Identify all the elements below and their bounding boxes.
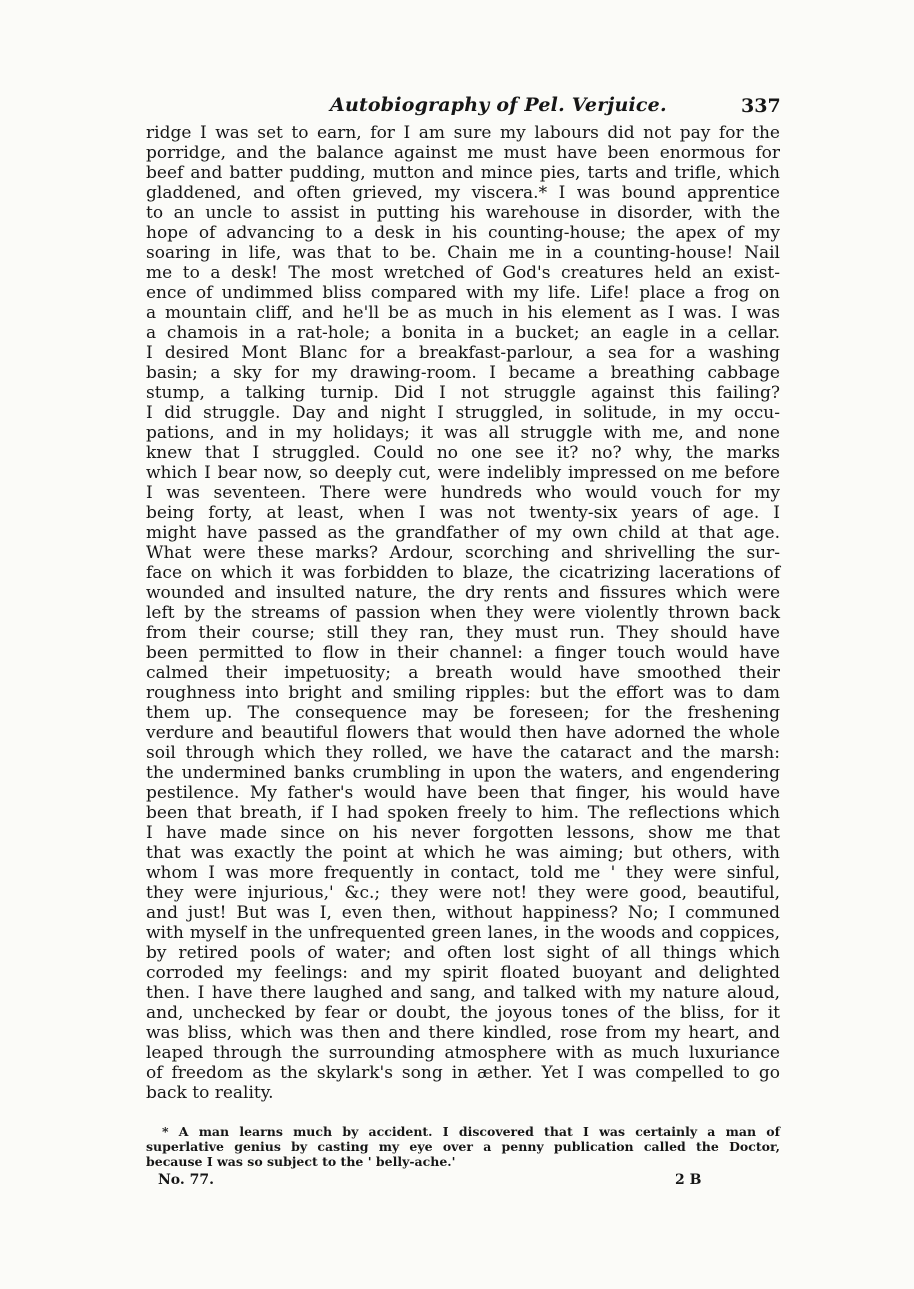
text-line: which I bear now, so deeply cut, were indelibly impressed on me before xyxy=(146,463,780,483)
text-line: knew that I struggled. Could no one see it? no? why, the marks xyxy=(146,443,780,463)
text-line: porridge, and the balance against me must have been enormous for xyxy=(146,143,780,163)
text-line: and just! But was I, even then, without happiness? No; I communed xyxy=(146,903,780,923)
text-line: soil through which they rolled, we have the cataract and the marsh: xyxy=(146,743,780,763)
text-line: been permitted to flow in their channel: a finger touch would have xyxy=(146,643,780,663)
running-title: Autobiography of Pel. Verjuice. xyxy=(330,94,667,116)
text-line: calmed their impetuosity; a breath would have smoothed their xyxy=(146,663,780,683)
text-line: might have passed as the grandfather of my own child at that age. xyxy=(146,523,780,543)
issue-number: No. 77. xyxy=(158,1172,214,1188)
text-line: ridge I was set to earn, for I am sure my labours did not pay for the xyxy=(146,123,780,143)
body-text xyxy=(146,123,780,1103)
text-line: being forty, at least, when I was not twenty-six years of age. I xyxy=(146,503,780,523)
text-line: basin; a sky for my drawing-room. I became a breathing cabbage xyxy=(146,363,780,383)
text-line: roughness into bright and smiling ripples: but the effort was to dam xyxy=(146,683,780,703)
text-line: I desired Mont Blanc for a breakfast-parlour, a sea for a washing xyxy=(146,343,780,363)
text-line: stump, a talking turnip. Did I not struggle against this failing? xyxy=(146,383,780,403)
text-line: the undermined banks crumbling in upon the waters, and engendering xyxy=(146,763,780,783)
signature-mark: 2 B xyxy=(675,1172,702,1188)
text-line: of freedom as the skylark's song in æther. Yet I was compelled to go xyxy=(146,1063,780,1083)
text-line: I was seventeen. There were hundreds who would vouch for my xyxy=(146,483,780,503)
signature-line xyxy=(146,1172,706,1190)
text-line: verdure and beautiful flowers that would then have adorned the whole xyxy=(146,723,780,743)
text-line: was bliss, which was then and there kindled, rose from my heart, and xyxy=(146,1023,780,1043)
text-line: pations, and in my holidays; it was all struggle with me, and none xyxy=(146,423,780,443)
text-line: left by the streams of passion when they were violently thrown back xyxy=(146,603,780,623)
text-line: that was exactly the point at which he was aiming; but others, with xyxy=(146,843,780,863)
text-line: beef and batter pudding, mutton and mince pies, tarts and trifle, which xyxy=(146,163,780,183)
running-header xyxy=(0,94,914,118)
footnote-line: superlative genius by casting my eye over a penny publication called the Doctor, xyxy=(146,1139,780,1154)
text-line: What were these marks? Ardour, scorching and shrivelling the sur- xyxy=(146,543,780,563)
text-line: leaped through the surrounding atmosphere with as much luxuriance xyxy=(146,1043,780,1063)
text-line: they were injurious,' &c.; they were not! they were good, beautiful, xyxy=(146,883,780,903)
text-line: been that breath, if I had spoken freely to him. The reflections which xyxy=(146,803,780,823)
text-line: back to reality. xyxy=(146,1083,274,1103)
text-line: and, unchecked by fear or doubt, the joyous tones of the bliss, for it xyxy=(146,1003,780,1023)
page-number: 337 xyxy=(741,95,781,117)
footnote xyxy=(146,1124,780,1169)
text-line: a mountain cliff, and he'll be as much in his element as I was. I was xyxy=(146,303,780,323)
text-line: wounded and insulted nature, the dry rents and fissures which were xyxy=(146,583,780,603)
text-line: them up. The consequence may be foreseen; for the freshening xyxy=(146,703,780,723)
text-line: by retired pools of water; and often lost sight of all things which xyxy=(146,943,780,963)
footnote-line: * A man learns much by accident. I discovered that I was certainly a man of xyxy=(162,1124,780,1139)
text-line: pestilence. My father's would have been that finger, his would have xyxy=(146,783,780,803)
text-line: hope of advancing to a desk in his counting-house; the apex of my xyxy=(146,223,780,243)
text-line: gladdened, and often grieved, my viscera.* I was bound apprentice xyxy=(146,183,780,203)
text-line: soaring in life, was that to be. Chain me in a counting-house! Nail xyxy=(146,243,780,263)
footnote-line: because I was so subject to the ' belly-ache.' xyxy=(146,1154,456,1169)
text-line: to an uncle to assist in putting his warehouse in disorder, with the xyxy=(146,203,780,223)
text-line: with myself in the unfrequented green lanes, in the woods and coppices, xyxy=(146,923,780,943)
text-line: me to a desk! The most wretched of God's creatures held an exist- xyxy=(146,263,780,283)
text-line: I did struggle. Day and night I struggled, in solitude, in my occu- xyxy=(146,403,780,423)
text-line: a chamois in a rat-hole; a bonita in a bucket; an eagle in a cellar. xyxy=(146,323,780,343)
text-line: I have made since on his never forgotten lessons, show me that xyxy=(146,823,780,843)
text-line: whom I was more frequently in contact, told me ' they were sinful, xyxy=(146,863,780,883)
text-line: corroded my feelings: and my spirit floated buoyant and delighted xyxy=(146,963,780,983)
text-line: face on which it was forbidden to blaze, the cicatrizing lacerations of xyxy=(146,563,780,583)
text-line: then. I have there laughed and sang, and talked with my nature aloud, xyxy=(146,983,780,1003)
text-line: from their course; still they ran, they must run. They should have xyxy=(146,623,780,643)
text-line: ence of undimmed bliss compared with my life. Life! place a frog on xyxy=(146,283,780,303)
